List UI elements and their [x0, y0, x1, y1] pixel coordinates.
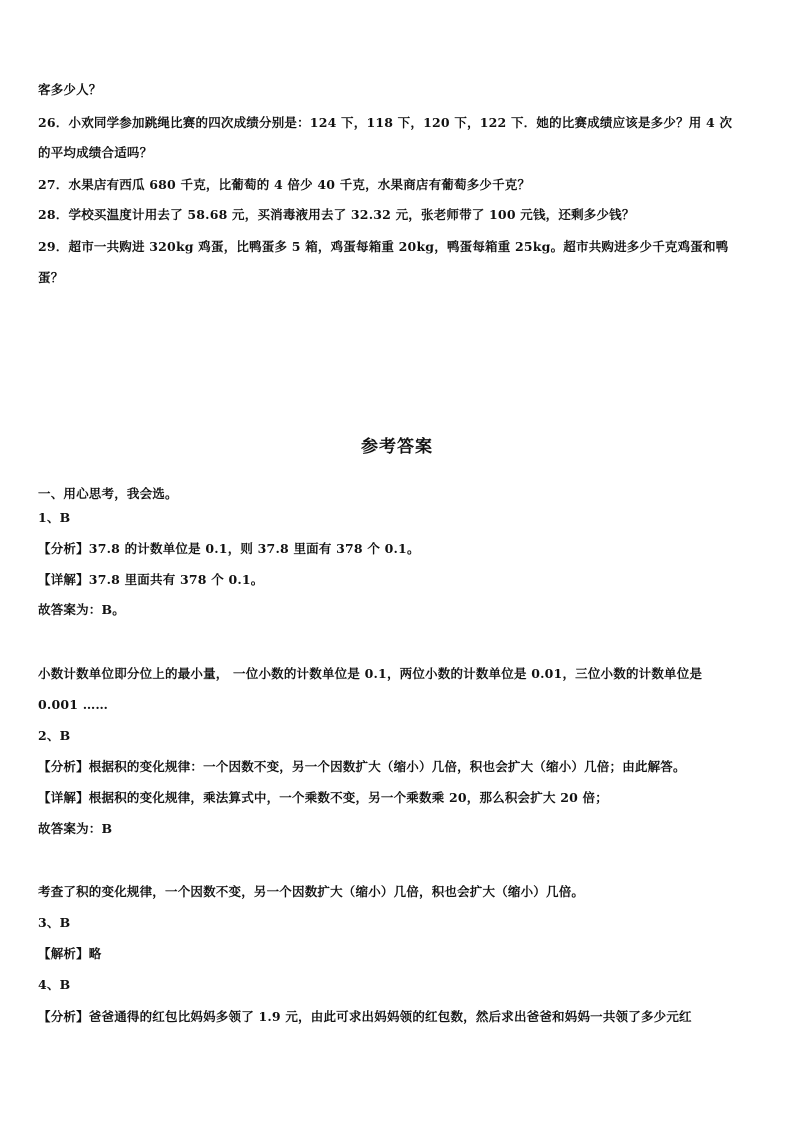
answer-4-analysis: 【分析】爸爸通得的红包比妈妈多领了 1.9 元，由此可求出妈妈领的红包数，然后求出爸爸和妈妈一共领了多少元红 — [38, 1009, 692, 1024]
question-28: 28．学校买温度计用去了 58.68 元，买消毒液用去了 32.32 元，张老师带了 100 元钱，还剩多少钱？ — [38, 207, 635, 222]
answer-2-detail: 【详解】根据积的变化规律，乘法算式中，一个乘数不变，另一个乘数乘 20，那么积会扩大 20 倍； — [38, 790, 608, 805]
answer-1-conclusion: 故答案为：B。 — [38, 602, 125, 617]
answer-2-conclusion: 故答案为：B — [38, 821, 113, 836]
question-29-line-2: 蛋？ — [38, 270, 64, 285]
answer-3-label: 3、B — [38, 915, 71, 930]
section-heading: 一、用心思考，我会选。 — [38, 486, 178, 501]
question-29-line-1: 29．超市一共购进 320kg 鸡蛋，比鸭蛋多 5 箱，鸡蛋每箱重 20kg，鸭蛋每箱重 25kg。超市共购进多少千克鸡蛋和鸭 — [38, 239, 729, 254]
answer-3-analysis: 【解析】略 — [38, 946, 102, 961]
question-25-tail: 客多少人？ — [38, 82, 102, 97]
question-27: 27．水果店有西瓜 680 千克，比葡萄的 4 倍少 40 千克，水果商店有葡萄多少千克？ — [38, 177, 531, 192]
question-26-line-1: 26．小欢同学参加跳绳比赛的四次成绩分别是：124 下，118 下，120 下，122 下．她的比赛成绩应该是多少？用 4 次 — [38, 115, 733, 130]
answers-title: 参考答案 — [361, 437, 433, 457]
answer-2-label: 2、B — [38, 728, 71, 743]
answer-2-analysis: 【分析】根据积的变化规律：一个因数不变，另一个因数扩大（缩小）几倍，积也会扩大（缩小）几倍；由此解答。 — [38, 759, 686, 774]
answer-1-analysis: 【分析】37.8 的计数单位是 0.1，则 37.8 里面有 378 个 0.1。 — [38, 541, 420, 556]
answer-1-note-line-2: 0.001 …… — [38, 697, 109, 712]
answer-2-note: 考查了积的变化规律，一个因数不变，另一个因数扩大（缩小）几倍，积也会扩大（缩小）几倍。 — [38, 884, 585, 899]
answer-4-label: 4、B — [38, 977, 71, 992]
answer-1-detail: 【详解】37.8 里面共有 378 个 0.1。 — [38, 572, 264, 587]
question-26-line-2: 的平均成绩合适吗？ — [38, 145, 153, 160]
answer-1-note-line-1: 小数计数单位即分位上的最小量， 一位小数的计数单位是 0.1，两位小数的计数单位是 0.01，三位小数的计数单位是 — [38, 666, 703, 681]
answer-1-label: 1、B — [38, 510, 71, 525]
